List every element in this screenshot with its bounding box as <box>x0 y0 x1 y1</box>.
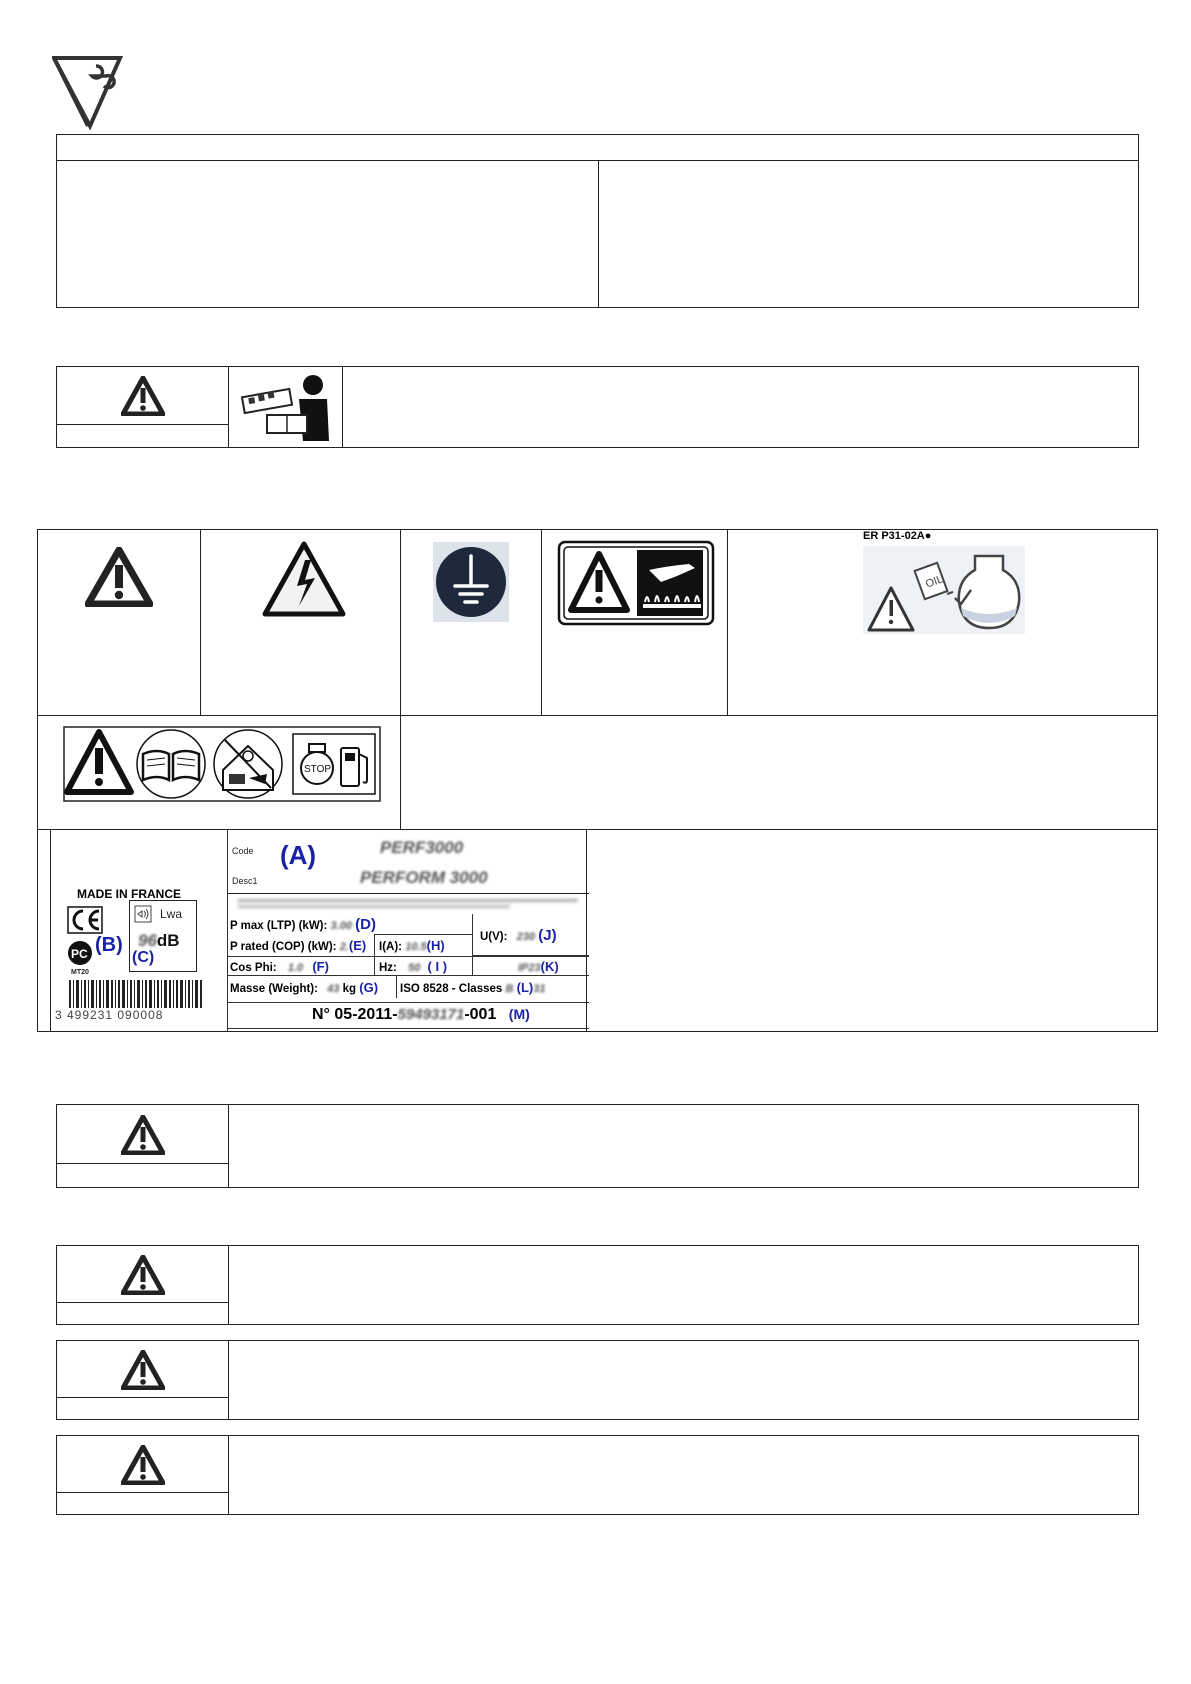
db-value: 96 <box>138 931 157 950</box>
warning-triangle-icon <box>121 1255 165 1295</box>
marker-h: (H) <box>426 938 445 953</box>
spec-row-current <box>379 938 445 953</box>
mt20-label: MT20 <box>71 969 89 976</box>
warning-box-3 <box>56 1245 1139 1325</box>
warning-icon-cell <box>57 1246 229 1303</box>
desc-value: PERFORM 3000 <box>360 868 488 887</box>
svg-text:STOP: STOP <box>304 764 332 775</box>
oil-label-code: ER P31-02A● <box>863 530 932 542</box>
marker-m: (M) <box>508 1006 530 1022</box>
marker-k: (K) <box>540 959 559 974</box>
top-table-left-cell <box>57 161 599 307</box>
warning-triangle-icon <box>121 1115 165 1155</box>
warning-triangle-icon <box>121 1350 165 1390</box>
warning-box-4 <box>56 1340 1139 1420</box>
spec-row-hz <box>379 959 447 974</box>
code-label: Code <box>232 846 254 856</box>
read-manual-icon <box>137 730 205 798</box>
marker-j: (J) <box>538 927 557 944</box>
marker-d: (D) <box>355 916 376 933</box>
warning-triangle-icon <box>121 1445 165 1485</box>
serial-row <box>312 1006 530 1024</box>
pictogram-cell-hot-surface <box>542 530 728 716</box>
iso-tail: 31 <box>533 983 546 995</box>
reader-pictogram-cell <box>229 367 343 447</box>
noise-level-box <box>129 900 197 972</box>
marker-l: (L) <box>516 980 534 995</box>
ce-mark-icon <box>67 906 103 934</box>
high-voltage-icon <box>261 540 347 620</box>
company-logo <box>52 52 124 132</box>
mass-label: Masse (Weight): <box>230 983 318 995</box>
hz-divider <box>472 956 473 976</box>
marker-g: (G) <box>359 980 379 995</box>
prated-value: 2. <box>339 941 349 953</box>
pmax-value: 3.00 <box>330 920 352 932</box>
top-table-right-cell <box>599 161 1138 307</box>
marker-a: (A) <box>280 840 317 870</box>
desc-label: Desc1 <box>232 876 258 886</box>
cosphi-value: 1.0 <box>287 962 304 974</box>
db-value-row <box>138 931 180 951</box>
serial-suffix: -001 <box>464 1006 497 1023</box>
mass-value: 43 <box>327 983 340 995</box>
cosphi-label: Cos Phi: <box>230 962 277 974</box>
pmax-label: P max (LTP) (kW): <box>230 920 328 932</box>
pictogram-cell-combined <box>38 716 401 830</box>
blurred-fine-print <box>238 896 578 912</box>
combined-warning-strip <box>63 726 381 802</box>
spec-row-voltage <box>480 927 557 944</box>
warning-box-read-manual <box>56 366 1139 448</box>
hot-surface-icon <box>557 540 715 626</box>
stop-before-refuel-icon <box>293 734 375 794</box>
marker-i: ( I ) <box>427 959 448 974</box>
pct-mark-icon <box>67 940 95 966</box>
warning-icon-cell <box>57 367 229 425</box>
warning-box-5 <box>56 1435 1139 1515</box>
safety-pictograms-table <box>37 529 1158 1032</box>
warning-triangle-icon <box>85 547 153 607</box>
cosphi-divider <box>374 956 375 976</box>
marker-c: (C) <box>132 949 155 966</box>
warning-label-cell <box>57 425 229 447</box>
current-label: I(A): <box>379 941 402 953</box>
made-in-label: MADE IN FRANCE <box>77 887 181 901</box>
rating-plate-info <box>227 830 588 1031</box>
warning-icon-cell <box>57 1105 229 1164</box>
code-desc-block <box>228 830 589 894</box>
noise-source-icon <box>134 905 152 923</box>
spec-row-iso <box>400 980 546 995</box>
rating-plate-text-cell <box>587 830 1157 1031</box>
marker-f: (F) <box>312 959 329 974</box>
pictogram-cell-warning <box>38 530 201 716</box>
rating-plate-cell <box>38 830 587 1031</box>
marker-b: (B) <box>95 934 123 956</box>
svg-text:OIL: OIL <box>923 573 945 591</box>
iso-label: ISO 8528 - Classes <box>400 983 503 995</box>
prated-label: P rated (COP) (kW): <box>230 941 337 953</box>
svg-text:PC: PC <box>71 947 88 961</box>
warning-box-2 <box>56 1104 1139 1188</box>
marker-e: (E) <box>348 938 367 953</box>
warning-label-cell <box>57 1398 229 1419</box>
current-value: 10.5 <box>405 941 427 953</box>
spec-row-mass <box>230 980 378 995</box>
spec-row-prated <box>230 938 366 953</box>
top-table <box>56 134 1139 308</box>
warning-icon-cell <box>57 1436 229 1493</box>
operator-reading-icon <box>237 371 337 445</box>
voltage-label: U(V): <box>480 931 508 943</box>
serial-prefix: N° 05-2011- <box>312 1006 398 1023</box>
warning-label-cell <box>57 1164 229 1187</box>
exhaust-indoors-icon <box>214 730 282 798</box>
serial-mid: 59493171 <box>397 1006 465 1023</box>
rating-plate <box>50 830 587 1031</box>
warning-triangle-icon <box>121 376 165 416</box>
spec-row-pmax <box>230 916 376 933</box>
pictogram-cell-ground <box>401 530 542 716</box>
pictogram-cell-electric <box>201 530 401 716</box>
ip-value: IP23 <box>518 962 541 974</box>
spec-row-ip <box>518 959 559 974</box>
spec-row-cosphi <box>230 959 329 974</box>
earth-ground-icon <box>433 542 509 622</box>
mass-unit: kg <box>342 983 357 995</box>
mass-divider <box>396 976 397 998</box>
hz-value: 50 <box>408 962 421 974</box>
combined-warning-text-cell <box>401 716 1157 830</box>
top-table-header-row <box>57 135 1138 161</box>
oil-check-icon <box>863 546 1025 634</box>
db-unit: dB <box>156 931 180 950</box>
warning-label-cell <box>57 1303 229 1324</box>
pictogram-cell-oil <box>728 530 1157 716</box>
hz-label: Hz: <box>379 962 397 974</box>
iso-value: B <box>505 983 514 995</box>
voltage-value: 230 <box>516 931 536 943</box>
barcode-digits: 3 499231 090008 <box>55 1008 164 1022</box>
warning-label-cell <box>57 1493 229 1514</box>
warning-icon-cell <box>57 1341 229 1398</box>
lwa-label: Lwa <box>160 907 183 921</box>
code-value: PERF3000 <box>380 838 464 857</box>
